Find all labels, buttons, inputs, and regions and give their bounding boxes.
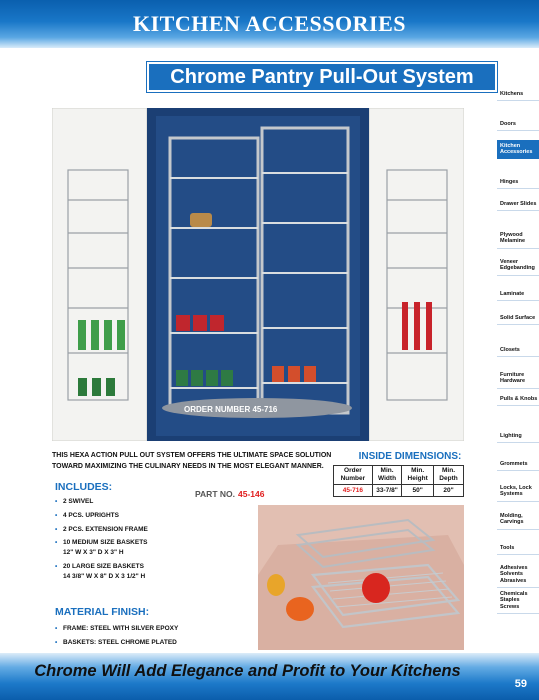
- material-list: [55, 624, 245, 652]
- bullet-icon: •: [55, 525, 58, 533]
- sidebar-item[interactable]: Laminate: [497, 288, 539, 301]
- list-item: [55, 562, 245, 582]
- bullet-icon: •: [55, 498, 58, 505]
- sidebar-item[interactable]: Locks, Lock Systems: [497, 482, 539, 502]
- part-number: [195, 489, 264, 499]
- sidebar-item[interactable]: Doors: [497, 118, 539, 131]
- list-item: [55, 638, 245, 648]
- bullet-icon: •: [55, 511, 58, 519]
- sidebar-item[interactable]: Lighting: [497, 430, 539, 443]
- includes-heading: INCLUDES:: [55, 481, 113, 493]
- list-item-text: BASKETS: STEEL CHROME PLATED: [63, 638, 177, 646]
- list-item-text: 20 LARGE SIZE BASKETS: [63, 562, 144, 570]
- dimensions-column-header: Order Number: [334, 466, 373, 485]
- dimensions-column-header: Min. Height: [402, 466, 434, 485]
- dimensions-heading: INSIDE DIMENSIONS:: [358, 451, 462, 462]
- sidebar-item[interactable]: Grommets: [497, 458, 539, 471]
- material-heading: MATERIAL FINISH:: [55, 606, 150, 618]
- sidebar-item[interactable]: Hinges: [497, 176, 539, 189]
- list-item-text: 2 PCS. EXTENSION FRAME: [63, 525, 148, 533]
- sidebar-item[interactable]: Veneer Edgebanding: [497, 256, 539, 276]
- basket-illustration: [258, 505, 464, 650]
- table-cell: 33-7/8": [372, 485, 402, 497]
- list-item: [55, 624, 245, 634]
- sidebar-item[interactable]: Chemicals Staples Screws: [497, 588, 539, 614]
- bullet-icon: •: [55, 562, 58, 570]
- list-item-text: 10 MEDIUM SIZE BASKETS: [63, 539, 148, 547]
- product-title: Chrome Pantry Pull-Out System: [147, 62, 497, 92]
- bullet-icon: •: [55, 625, 58, 632]
- order-number-label: ORDER NUMBER 45-716: [184, 405, 278, 414]
- sidebar-item[interactable]: Furniture Hardware: [497, 369, 539, 389]
- list-item: [55, 511, 245, 521]
- dimensions-table: [333, 465, 464, 497]
- sidebar-item[interactable]: Plywood Melamine: [497, 229, 539, 249]
- sidebar-item[interactable]: Drawer Slides: [497, 198, 539, 211]
- footer-tagline: Chrome Will Add Elegance and Profit to Your Kitchens: [34, 662, 461, 680]
- dimensions-column-header: Min. Width: [372, 466, 402, 485]
- sidebar-item[interactable]: Kitchens: [497, 88, 539, 101]
- sidebar-item[interactable]: Tools: [497, 542, 539, 555]
- list-item-detail: 14 3/8" W X 8" D X 3 1/2" H: [63, 572, 146, 580]
- list-item-detail: 12" W X 3" D X 3" H: [63, 549, 124, 556]
- list-item-text: 4 PCS. UPRIGHTS: [63, 511, 119, 519]
- bullet-icon: •: [55, 638, 58, 646]
- product-description: THIS HEXA ACTION PULL OUT SYSTEM OFFERS THE ULTIMATE SPACE SOLUTION TOWARD MAXIMIZING THE CULINARY NEEDS IN THE MOST ELEGANT MANNER.: [52, 452, 332, 470]
- table-cell: 20": [434, 485, 464, 497]
- sidebar-item[interactable]: Molding, Carvings: [497, 510, 539, 530]
- sidebar-item[interactable]: Closets: [497, 344, 539, 357]
- section-title: KITCHEN ACCESSORIES: [133, 11, 406, 36]
- sidebar-item[interactable]: Kitchen Accessories: [497, 140, 539, 159]
- list-item: [55, 538, 245, 558]
- sidebar-item[interactable]: Adhesives Solvents Abrasives: [497, 562, 539, 588]
- part-number-label: PART NO.: [195, 489, 235, 499]
- list-item-text: FRAME: STEEL WITH SILVER EPOXY: [63, 625, 179, 632]
- list-item-text: 2 SWIVEL: [63, 498, 94, 505]
- basket-photo: [258, 505, 464, 650]
- list-item: [55, 525, 245, 535]
- dimensions-column-header: Min. Depth: [434, 466, 464, 485]
- table-row: [334, 485, 464, 497]
- sidebar-item[interactable]: Pulls & Knobs: [497, 393, 539, 406]
- includes-list: [55, 497, 245, 585]
- pantry-photo: [52, 108, 464, 441]
- pantry-illustration: [52, 108, 464, 441]
- bullet-icon: •: [55, 539, 58, 547]
- sidebar-item[interactable]: Solid Surface: [497, 312, 539, 325]
- page-number: 59: [514, 678, 527, 690]
- table-cell: 50": [402, 485, 434, 497]
- part-number-value: 45-146: [237, 489, 265, 499]
- table-cell: 45-716: [334, 485, 373, 497]
- dimensions-header-row: [334, 466, 464, 485]
